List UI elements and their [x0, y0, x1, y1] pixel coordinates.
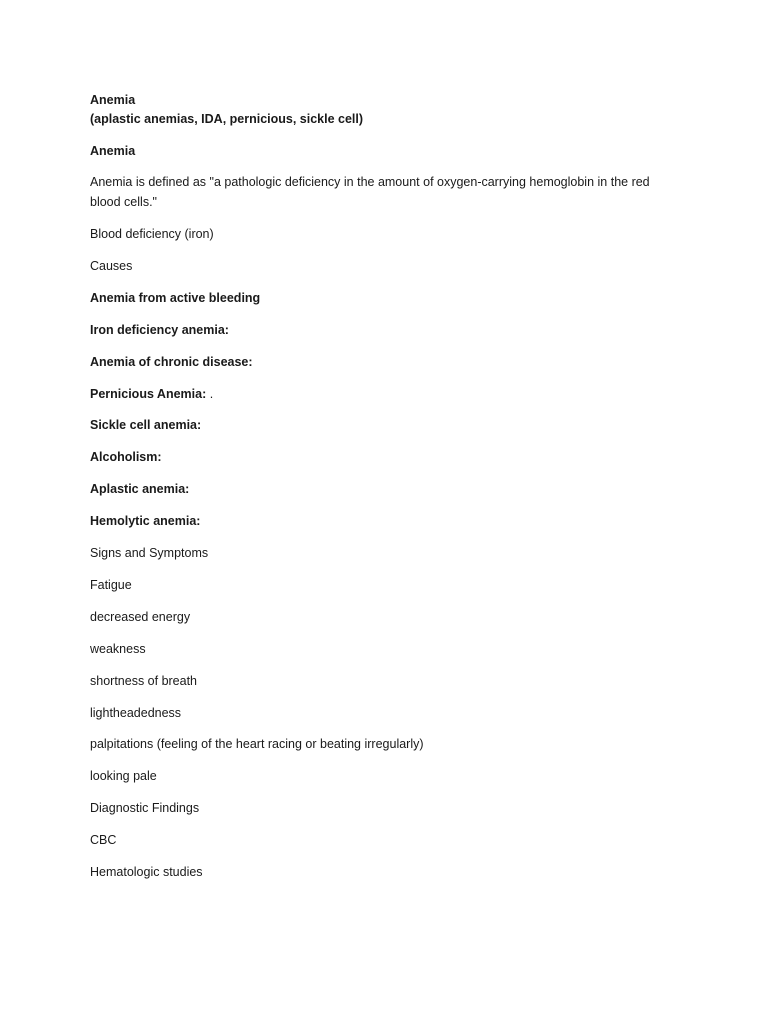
document-line-text: lightheadedness: [90, 706, 182, 720]
document-line-text: decreased energy: [90, 610, 191, 624]
document-line-text: CBC: [90, 833, 117, 847]
document-line-text: Alcoholism:: [90, 450, 162, 464]
document-line-text: shortness of breath: [90, 674, 198, 688]
document-line-text: Sickle cell anemia:: [90, 418, 202, 432]
document-line: [90, 449, 162, 465]
document-line-suffix: .: [206, 387, 214, 401]
document-line: [90, 322, 229, 338]
document-line: [90, 290, 260, 306]
document-line-text: Blood deficiency (iron): [90, 227, 214, 241]
document-line: [90, 641, 146, 657]
document-line: [90, 258, 132, 274]
document-title: Anemia: [90, 93, 136, 107]
document-line: [90, 386, 213, 402]
document-line: [90, 832, 116, 848]
document-line-text: Hematologic studies: [90, 865, 203, 879]
document-subtitle: (aplastic anemias, IDA, pernicious, sickle cell): [90, 112, 364, 126]
document-line-text: Anemia from active bleeding: [90, 291, 261, 305]
document-line-text: Aplastic anemia:: [90, 482, 190, 496]
document-line: [90, 226, 214, 242]
document-line: [90, 800, 199, 816]
document-line-text: Diagnostic Findings: [90, 801, 200, 815]
document-line: [90, 481, 189, 497]
document-line-text: Hemolytic anemia:: [90, 514, 201, 528]
document-line-text: Iron deficiency anemia:: [90, 323, 229, 337]
document-line-text: Signs and Symptoms: [90, 546, 209, 560]
document-line: [90, 768, 157, 784]
document-line-text: Anemia of chronic disease:: [90, 355, 253, 369]
definition-paragraph: Anemia is defined as "a pathologic deficiency in the amount of oxygen-carrying hemoglobin in the red blood cells.": [90, 175, 650, 209]
document-line: [90, 513, 200, 529]
document-line-text: Fatigue: [90, 578, 132, 592]
document-line: [90, 864, 203, 880]
document-line: [90, 705, 181, 721]
document-line-text: Causes: [90, 259, 133, 273]
document-line: [90, 354, 253, 370]
document-line-text: weakness: [90, 642, 146, 656]
document-line-text: palpitations (feeling of the heart racing or beating irregularly): [90, 737, 424, 751]
document-line: [90, 577, 132, 593]
document-line-text: Pernicious Anemia:: [90, 387, 207, 401]
document-line: [90, 417, 201, 433]
document-line: [90, 736, 424, 752]
document-line: [90, 609, 190, 625]
document-line: [90, 545, 208, 561]
document-line: [90, 673, 197, 689]
document-line-text: looking pale: [90, 769, 157, 783]
section-heading: Anemia: [90, 144, 136, 158]
